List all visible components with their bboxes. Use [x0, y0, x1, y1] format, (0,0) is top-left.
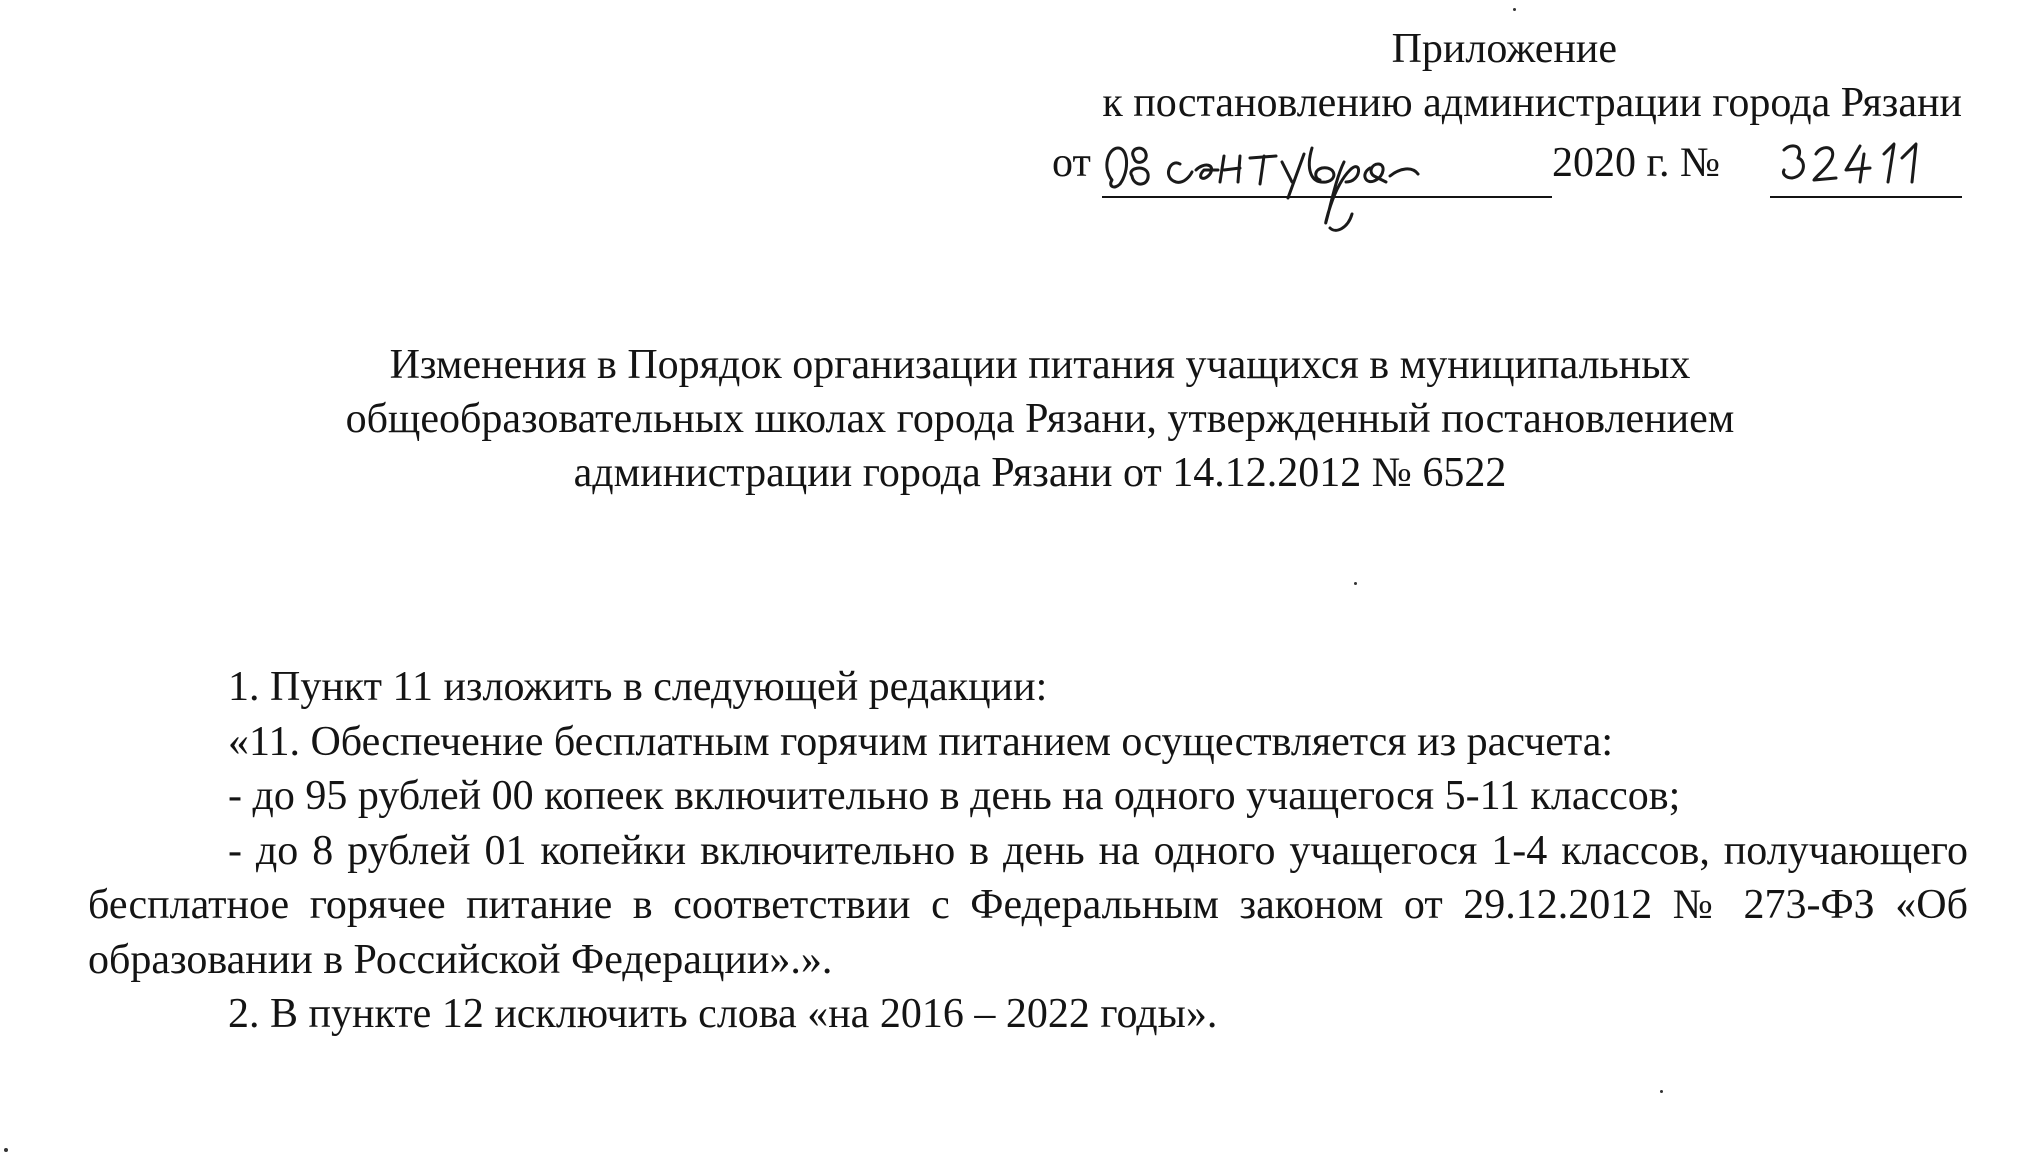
- paragraph-2: «11. Обеспечение бесплатным горячим питанием осуществляется из расчета:: [228, 718, 1614, 765]
- scan-speck: [1354, 582, 1357, 585]
- paragraph-1: 1. Пункт 11 изложить в следующей редакции:: [228, 664, 1048, 710]
- scan-speck: [4, 1148, 8, 1152]
- handwritten-number-image: [1776, 136, 1926, 196]
- year-number-label: 2020 г. №: [1552, 140, 1721, 186]
- paragraph-4: - до 8 рублей 01 копейки включительно в день на одного учащегося 1-4 классов, получающего бесплатное горячее питание в соответствии с Федеральным законом от 29.12.2012 № 273-ФЗ «Об образовании в Российской Федерации».».: [88, 827, 1968, 983]
- paragraph-5: 2. В пункте 12 исключить слова «на 2016 – 2022 годы».: [228, 991, 1218, 1037]
- paragraph-3: - до 95 рублей 00 копеек включительно в день на одного учащегося 5-11 классов;: [228, 773, 1681, 819]
- appendix-label: Приложение: [1391, 26, 1617, 72]
- scan-speck: [1513, 8, 1516, 11]
- document-title: [150, 338, 1930, 500]
- title-line-2: общеобразовательных школах города Рязани, утвержденный постановлением: [345, 396, 1735, 442]
- title-line-3: администрации города Рязани от 14.12.2012 № 6522: [573, 450, 1507, 496]
- date-prefix: от: [1052, 140, 1091, 186]
- document-body: [88, 660, 1968, 1042]
- scan-speck: [1660, 1090, 1663, 1093]
- resolution-reference: к постановлению администрации города Рязани: [1102, 80, 1962, 126]
- handwritten-date-image: [1100, 118, 1560, 238]
- title-line-1: Изменения в Порядок организации питания учащихся в муниципальных: [389, 342, 1691, 388]
